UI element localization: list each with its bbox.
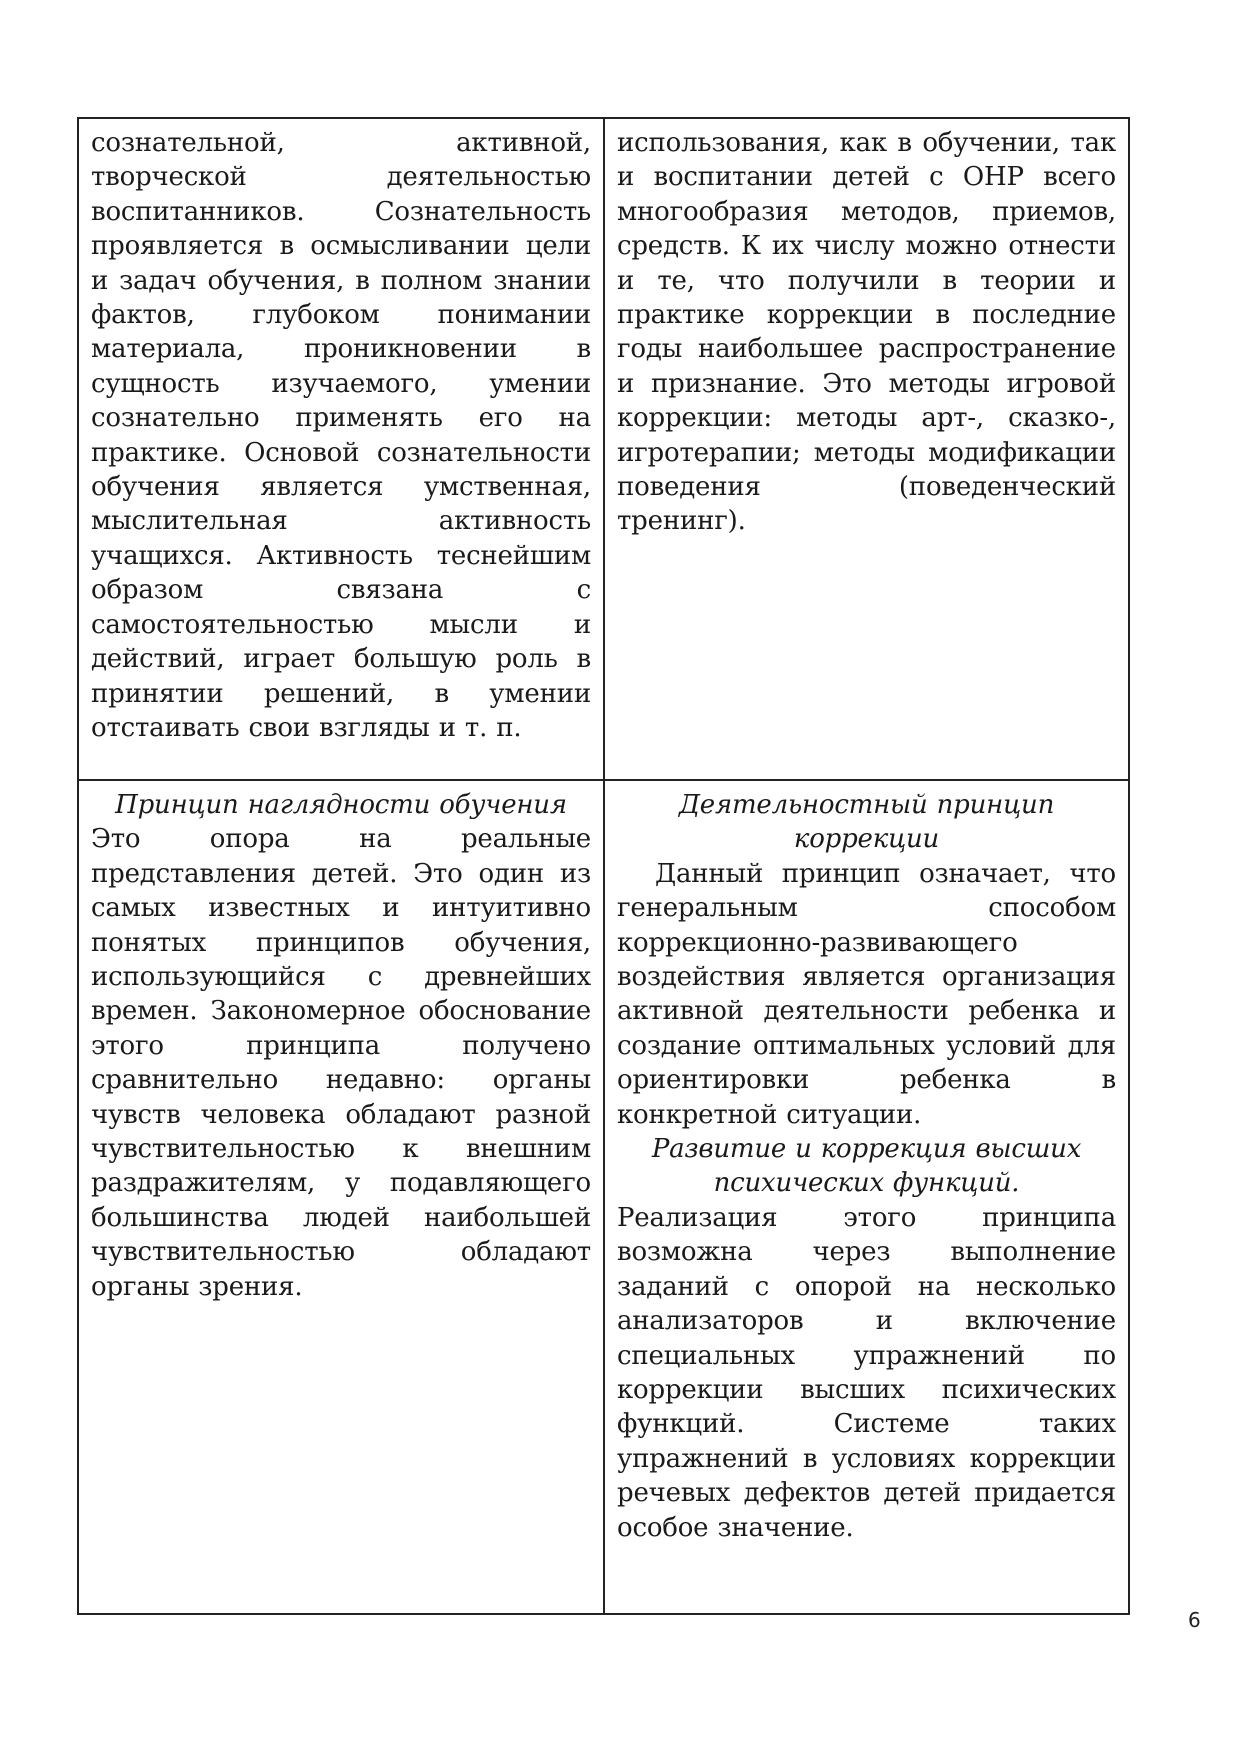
table-row bbox=[78, 780, 1129, 1614]
cell-paragraph: Это опора на реальные представления детей. Это один из самых известных и интуитивно понятых принципов обучения, использующийся с древнейших времен. Закономерное обоснование этого принципа получено сравнительно недавно: органы чувств человека обладают разной чувствительностью к внешним раздражителям, у подавляющего большинства людей наибольшей чувствительностью обладают органы зрения. bbox=[91, 824, 591, 1302]
table-cell-right bbox=[604, 118, 1129, 780]
table-cell-right bbox=[604, 780, 1129, 1614]
cell-paragraph: сознательной, активной, творческой деятельностью воспитанников. Сознательность проявляется в осмысливании цели и задач обучения, в полном знании фактов, глубоком понимании материала, проникновении в сущность изучаемого, умении сознательно применять его на практике. Основой сознательности обучения является умственная, мыслительная активность учащихся. Активность теснейшим образом связана с самостоятельностью мысли и действий, играет большую роль в принятии решений, в умении отстаивать свои взгляды и т. п. bbox=[91, 128, 591, 743]
table-cell-left bbox=[78, 118, 604, 780]
principle-heading: Принцип наглядности обучения bbox=[115, 790, 567, 820]
principle-heading: Деятельностный принцип коррекции bbox=[678, 790, 1055, 855]
cell-paragraph: использования, как в обучении, так и воспитании детей с ОНР всего многообразия методов, приемов, средств. К их числу можно отнести и те, что получили в теории и практике коррекции в последние годы наибольшее распространение и признание. Это методы игровой коррекции: методы арт-, сказко-, игротерапии; методы модификации поведения (поведенческий тренинг). bbox=[617, 128, 1116, 537]
table-cell-left bbox=[78, 780, 604, 1614]
content-table bbox=[77, 117, 1130, 1615]
cell-paragraph: Реализация этого принципа возможна через выполнение заданий с опорой на несколько анализаторов и включение специальных упражнений по коррекции высших психических функций. Системе таких упражнений в условиях коррекции речевых дефектов детей придается особое значение. bbox=[617, 1202, 1116, 1543]
table-row bbox=[78, 118, 1129, 780]
principle-subheading: Развитие и коррекция высших психических функций. bbox=[651, 1134, 1082, 1199]
page-number: 6 bbox=[1188, 1608, 1201, 1632]
cell-paragraph: Данный принцип означает, что генеральным способом коррекционно-развивающего воздействия является организация активной деятельности ребенка и создание оптимальных условий для ориентировки ребенка в конкретной ситуации. bbox=[617, 858, 1116, 1130]
